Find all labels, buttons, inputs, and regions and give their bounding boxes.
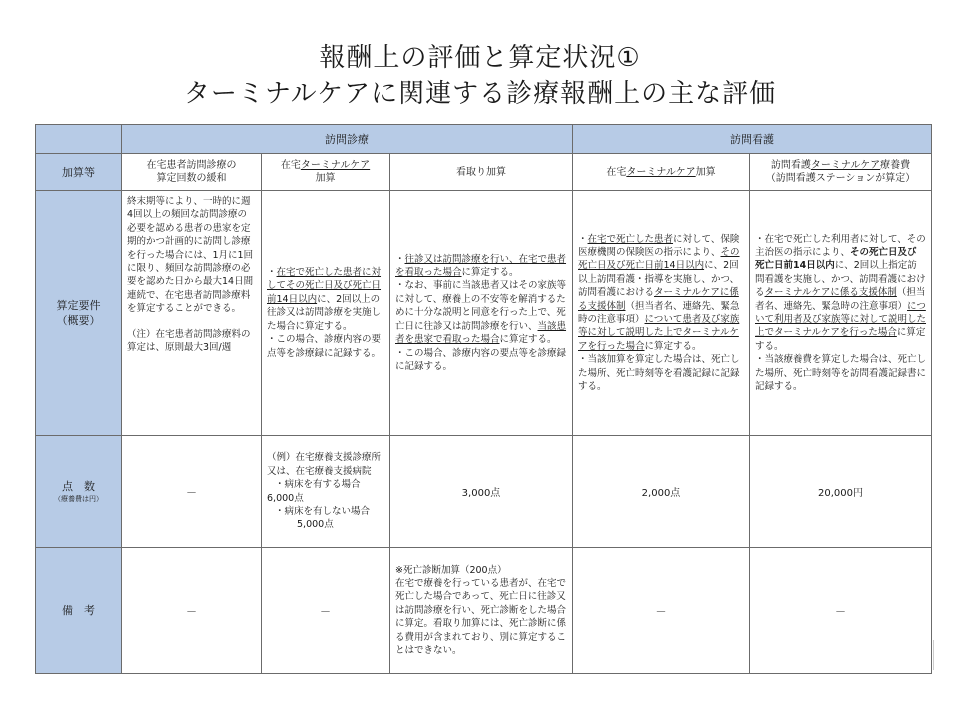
points-kaisu-kanwa: － — [122, 436, 262, 548]
col-header-kaisu-kanwa: 在宅患者訪問診療の 算定回数の緩和 — [122, 154, 262, 191]
slide-title — [0, 40, 960, 112]
row-header-biko: 備 考 — [36, 548, 122, 674]
req-mitori: ・往診又は訪問診療を行い、在宅で患者を看取った場合に算定する。 ・なお、事前に当該患者又はその家族等に対して、療養上の不安等を解消するために十分な説明と同意を行った上で、死亡日に往診又は訪問診療を行い、当該患者を患家で看取った場合に算定する。 ・この場合、診療内容の要点等を診療録に記録する。 — [390, 191, 573, 436]
title-line-2: ターミナルケアに関連する診療報酬上の主な評価 — [183, 79, 777, 109]
remarks-row — [36, 548, 932, 674]
col-header-ryoyohi: 訪問看護ターミナルケア療養費 （訪問看護ステーションが算定） — [750, 154, 932, 191]
group-header-row — [36, 125, 932, 154]
corner-cell — [36, 125, 122, 154]
remarks-zaitaku-terminal: － — [262, 548, 390, 674]
req-kaisu-kanwa: 終末期等により、一時的に週4回以上の頻回な訪問診療の必要を認める患者の患家を定期的かつ計画的に訪問し診療を行った場合には、1月に1回に限り、頻回な訪問診療の必要を認めた日から最大14日間連続で、在宅患者訪問診療料を算定することができる。 （注）在宅患者訪問診療料の算定は、原則最大3回/週 — [122, 191, 262, 436]
remarks-kaisu-kanwa: － — [122, 548, 262, 674]
edge-mark — [925, 640, 934, 670]
title-line-1: 報酬上の評価と算定状況① — [319, 43, 641, 73]
points-zaitaku-terminal: （例）在宅療養支援診療所又は、在宅療養支援病院 ・病床を有する場合 6,000点 ・病床を有しない場合 5,000点 — [262, 436, 390, 548]
col-header-mitori: 看取り加算 — [390, 154, 573, 191]
points-mitori: 3,000点 — [390, 436, 573, 548]
points-row — [36, 436, 932, 548]
row-header-tensu: 点 数 （療養費は円） — [36, 436, 122, 548]
col-header-zaitaku-terminal: 在宅ターミナルケア 加算 — [262, 154, 390, 191]
row-header-yoken: 算定要件 （概要） — [36, 191, 122, 436]
remarks-ryoyohi: － — [750, 548, 932, 674]
group-houmon-kango: 訪問看護 — [573, 125, 932, 154]
terminal-care-table — [35, 124, 932, 674]
req-kango-terminal: ・在宅で死亡した患者に対して、保険医療機関の保険医の指示により、その死亡日及び死亡日前14日以内に、2回以上訪問看護・指導を実施し、かつ、訪問看護におけるターミナルケアに係る支援体制（担当者名、連絡先、緊急時の注意事項）について患者及び家族等に対して説明した上でターミナルケアを行った場合に算定する。 ・当該加算を算定した場合は、死亡した場所、死亡時刻等を看護記録に記録する。 — [573, 191, 750, 436]
req-ryoyohi: ・在宅で死亡した利用者に対して、その主治医の指示により、その死亡日及び死亡日前14日以内に、2回以上指定訪問看護を実施し、かつ、訪問看護におけるターミナルケアに係る支援体制（担当者名、連絡先、緊急時の注意事項）について利用者及び家族等に対して説明した上でターミナルケアを行った場合に算定する。 ・当該療養費を算定した場合は、死亡した場所、死亡時刻等を訪問看護記録書に記録する。 — [750, 191, 932, 436]
points-kango-terminal: 2,000点 — [573, 436, 750, 548]
col-header-kango-terminal: 在宅ターミナルケア加算 — [573, 154, 750, 191]
req-zaitaku-terminal: ・在宅で死亡した患者に対してその死亡日及び死亡日前14日以内に、2回以上の往診又は訪問診療を実施した場合に算定する。 ・この場合、診療内容の要点等を診療録に記録する。 — [262, 191, 390, 436]
points-ryoyohi: 20,000円 — [750, 436, 932, 548]
requirements-row — [36, 191, 932, 436]
remarks-kango-terminal: － — [573, 548, 750, 674]
group-houmon-shinryo: 訪問診療 — [122, 125, 573, 154]
remarks-mitori: ※死亡診断加算（200点） 在宅で療養を行っている患者が、在宅で死亡した場合であって、死亡日に往診又は訪問診療を行い、死亡診断をした場合に算定。看取り加算には、死亡診断に係る費用が含まれており、別に算定することはできない。 — [390, 548, 573, 674]
row-header-kasan: 加算等 — [36, 154, 122, 191]
column-header-row — [36, 154, 932, 191]
